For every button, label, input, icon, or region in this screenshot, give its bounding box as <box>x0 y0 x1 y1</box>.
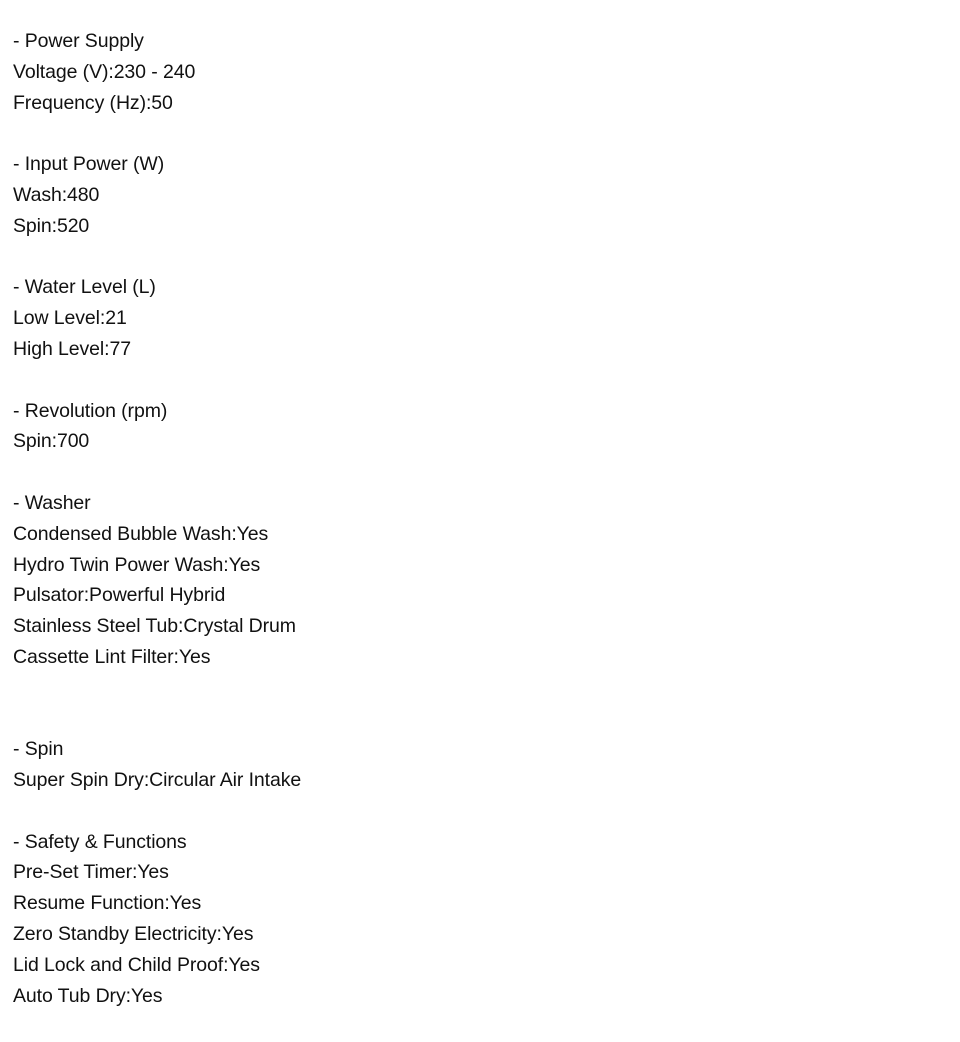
spec-row-hydro-twin-power-wash: Hydro Twin Power Wash:Yes <box>13 553 261 576</box>
spec-row-voltage: Voltage (V):230 - 240 <box>13 60 196 83</box>
section-heading: - Water Level (L) <box>13 276 156 299</box>
spec-row-spin-rpm: Spin:700 <box>13 430 90 453</box>
section-heading: - Washer <box>13 491 91 514</box>
spec-row-wash-power: Wash:480 <box>13 183 100 206</box>
section-heading: - Safety & Functions <box>13 830 187 853</box>
spec-row-frequency: Frequency (Hz):50 <box>13 91 173 114</box>
section-heading: - Spin <box>13 738 64 761</box>
section-heading: - Input Power (W) <box>13 153 165 176</box>
spec-row-stainless-steel-tub: Stainless Steel Tub:Crystal Drum <box>13 615 296 638</box>
section-water-level <box>13 272 913 364</box>
section-washer <box>13 488 913 673</box>
spec-row-high-level: High Level:77 <box>13 337 131 360</box>
section-safety-functions <box>13 827 913 1012</box>
spec-row-pulsator: Pulsator:Powerful Hybrid <box>13 584 226 607</box>
spec-row-zero-standby: Zero Standby Electricity:Yes <box>13 923 254 946</box>
spec-row-auto-tub-dry: Auto Tub Dry:Yes <box>13 984 163 1007</box>
section-spin <box>13 734 913 796</box>
spec-row-resume-function: Resume Function:Yes <box>13 892 202 915</box>
spec-row-cassette-lint-filter: Cassette Lint Filter:Yes <box>13 645 211 668</box>
section-input-power <box>13 149 913 241</box>
spec-row-lid-lock: Lid Lock and Child Proof:Yes <box>13 953 260 976</box>
spec-row-condensed-bubble-wash: Condensed Bubble Wash:Yes <box>13 522 269 545</box>
spec-row-low-level: Low Level:21 <box>13 307 127 330</box>
section-power-supply <box>13 26 913 118</box>
spec-sheet <box>13 26 913 1042</box>
section-revolution <box>13 396 913 458</box>
spec-row-spin-power: Spin:520 <box>13 214 90 237</box>
section-heading: - Power Supply <box>13 30 144 52</box>
spec-row-pre-set-timer: Pre-Set Timer:Yes <box>13 861 169 884</box>
section-heading: - Revolution (rpm) <box>13 399 168 422</box>
spec-row-super-spin-dry: Super Spin Dry:Circular Air Intake <box>13 769 302 792</box>
